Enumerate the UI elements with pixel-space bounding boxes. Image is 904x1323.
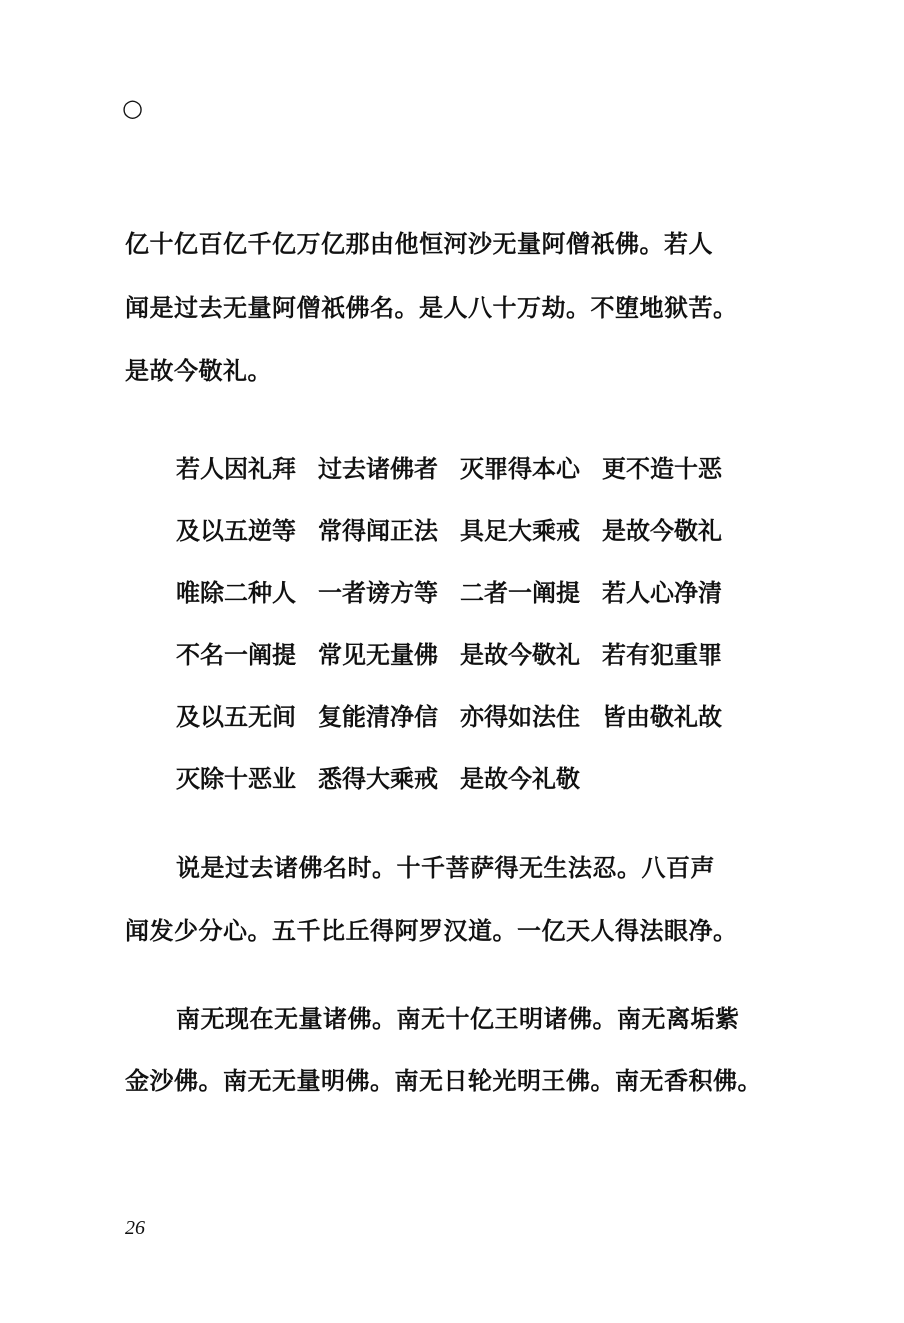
- circle-mark: ○: [122, 94, 143, 122]
- verse-phrase: 复能清净信: [318, 702, 438, 731]
- verse-phrase: 灭罪得本心: [460, 454, 580, 483]
- verse-phrase: 及以五逆等: [176, 516, 296, 545]
- paragraph-line: 南无现在无量诸佛。南无十亿王明诸佛。南无离垢紫: [176, 1004, 740, 1033]
- verse-phrase: 常得闻正法: [318, 516, 438, 545]
- verse-phrase: 不名一阐提: [176, 640, 296, 669]
- paragraph-line: 闻是过去无量阿僧祇佛名。是人八十万劫。不堕地狱苦。: [125, 293, 738, 322]
- verse-phrase: 更不造十恶: [602, 454, 722, 483]
- verse-phrase: 二者一阐提: [460, 578, 580, 607]
- page-number: 26: [125, 1217, 145, 1239]
- verse-phrase: 亦得如法住: [460, 702, 580, 731]
- verse-phrase: 及以五无间: [176, 702, 296, 731]
- paragraph-line: 亿十亿百亿千亿万亿那由他恒河沙无量阿僧祇佛。若人: [125, 229, 713, 258]
- verse-phrase: 是故今敬礼: [460, 640, 580, 669]
- verse-phrase: 过去诸佛者: [318, 454, 438, 483]
- verse-phrase: 常见无量佛: [318, 640, 438, 669]
- verse-phrase: 若人心净清: [602, 578, 722, 607]
- verse-phrase: 灭除十恶业: [176, 764, 296, 793]
- verse-phrase: 皆由敬礼故: [602, 702, 722, 731]
- verse-phrase: 唯除二种人: [176, 578, 296, 607]
- verse-phrase: 悉得大乘戒: [318, 764, 438, 793]
- paragraph-line: 金沙佛。南无无量明佛。南无日轮光明王佛。南无香积佛。: [125, 1066, 762, 1095]
- verse-phrase: 是故今礼敬: [460, 764, 580, 793]
- verse-phrase: 是故今敬礼: [602, 516, 722, 545]
- verse-phrase: 具足大乘戒: [460, 516, 580, 545]
- paragraph-line: 闻发少分心。五千比丘得阿罗汉道。一亿天人得法眼净。: [125, 916, 738, 945]
- verse-phrase: 若有犯重罪: [602, 640, 722, 669]
- paragraph-line: 是故今敬礼。: [125, 356, 272, 385]
- verse-phrase: 一者谤方等: [318, 578, 438, 607]
- verse-phrase: 若人因礼拜: [176, 454, 296, 483]
- paragraph-line: 说是过去诸佛名时。十千菩萨得无生法忍。八百声: [176, 853, 715, 882]
